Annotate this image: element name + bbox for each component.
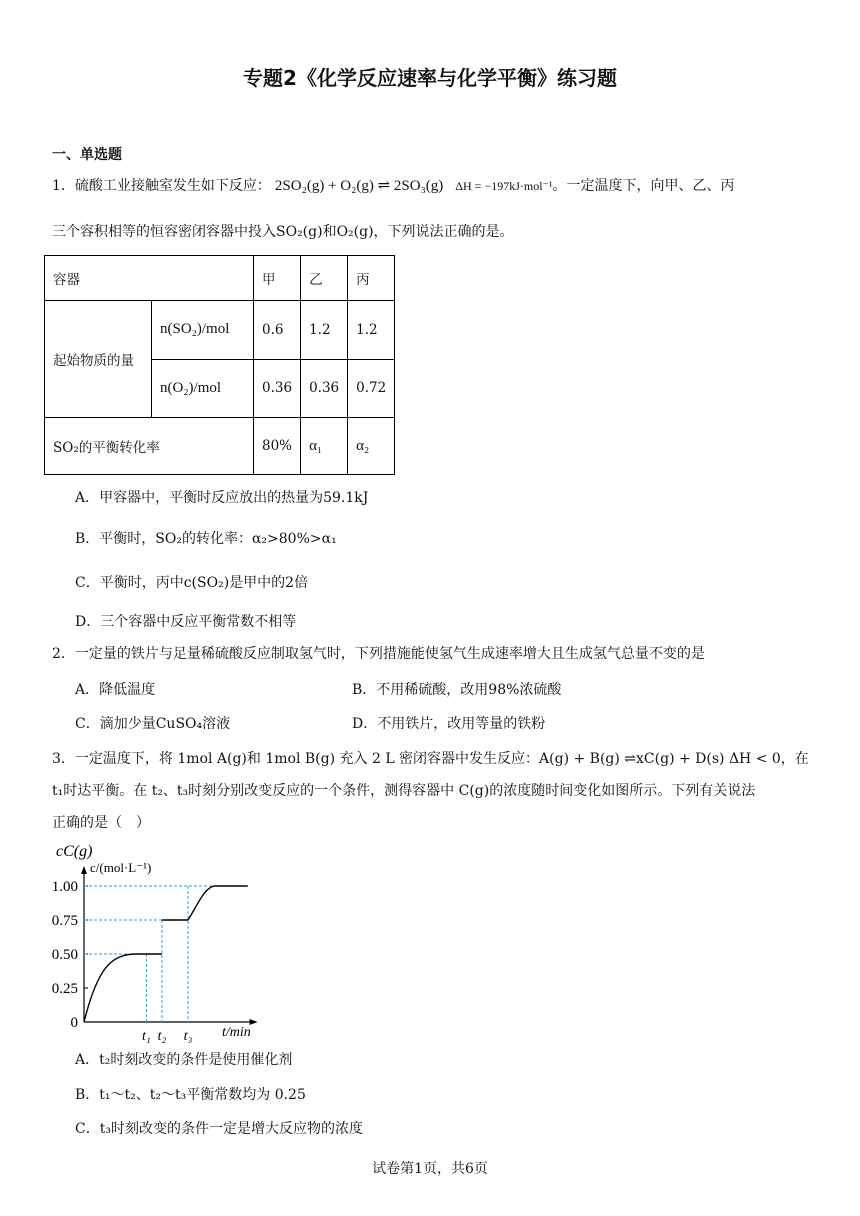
q2-option-d: D．不用铁片，改用等量的铁粉 <box>352 716 546 732</box>
q1-option-b: B．平衡时，SO₂的转化率：α₂>80%>α₁ <box>75 531 337 547</box>
q1-prefix: 1．硫酸工业接触室发生如下反应： <box>52 178 271 194</box>
q2-option-a: A．降低温度 <box>75 682 156 698</box>
q1-table <box>44 255 395 475</box>
n-so2-label: n(SO₂)/mol <box>152 301 254 360</box>
q1-equation: 2SO₂(g) + O₂(g) ⇌ 2SO₃(g) <box>274 178 444 194</box>
page-title: 专题2《化学反应速率与化学平衡》练习题 <box>243 66 617 90</box>
x-axis-label: t/min <box>222 1025 251 1040</box>
th-yi: 乙 <box>301 256 348 301</box>
q3-line3: 正确的是（ ） <box>52 815 150 831</box>
q3-line1: 3．一定温度下，将 1mol A(g)和 1mol B(g) 充入 2 L 密闭容器中发生反应：A(g) + B(g) ⇌xC(g) + D(s) ΔH < 0，在 <box>52 751 809 767</box>
th-bing: 丙 <box>348 256 395 301</box>
concentration-time-chart <box>40 838 270 1043</box>
cell: 0.72 <box>348 359 395 418</box>
cell: 0.6 <box>254 301 301 360</box>
y-tick-label: 0.50 <box>51 947 78 963</box>
x-tick-label: t₂ <box>157 1029 167 1043</box>
y-tick-label: 0.25 <box>51 981 78 997</box>
y-axis-label: c/(mol·L⁻¹) <box>90 860 152 875</box>
q1-line1 <box>52 176 734 196</box>
q1-option-d: D．三个容器中反应平衡常数不相等 <box>75 614 297 630</box>
cell: α₂ <box>348 418 395 475</box>
section-heading: 一、单选题 <box>52 147 122 163</box>
cell: 1.2 <box>301 301 348 360</box>
q1-suffix: 。一定温度下，向甲、乙、丙 <box>552 178 735 194</box>
q2-text: 2．一定量的铁片与足量稀硫酸反应制取氢气时，下列措施能使氢气生成速率增大且生成氢气总量不变的是 <box>52 646 705 662</box>
q3-option-a: A．t₂时刻改变的条件是使用催化剂 <box>75 1052 293 1068</box>
concentration-series-line <box>84 886 248 1022</box>
start-amount-label: 起始物质的量 <box>45 301 152 418</box>
x-tick-label: t₃ <box>183 1029 193 1043</box>
cell: 0.36 <box>254 359 301 418</box>
th-jia: 甲 <box>254 256 301 301</box>
page-footer: 试卷第1页，共6页 <box>372 1161 488 1177</box>
conversion-label: SO₂的平衡转化率 <box>45 418 254 475</box>
x-axis-arrow <box>250 1019 258 1025</box>
cell: 1.2 <box>348 301 395 360</box>
q2-option-c: C．滴加少量CuSO₄溶液 <box>75 716 231 732</box>
y-axis-arrow <box>81 866 87 874</box>
q3-line2: t₁时达平衡。在 t₂、t₃时刻分别改变反应的一个条件，测得容器中 C(g)的浓度随时间变化如图所示。下列有关说法 <box>52 783 756 799</box>
chart-title: cC(g) <box>56 843 93 860</box>
x-tick-label: t₁ <box>142 1029 151 1043</box>
q1-line2: 三个容积相等的恒容密闭容器中投入SO₂(g)和O₂(g)，下列说法正确的是。 <box>52 224 514 240</box>
cell: α₁ <box>301 418 348 475</box>
y-tick-label: 0.75 <box>51 913 78 929</box>
q2-option-b: B．不用稀硫酸，改用98%浓硫酸 <box>352 682 562 698</box>
th-container: 容器 <box>45 256 254 301</box>
q3-option-b: B．t₁～t₂、t₂～t₃平衡常数均为 0.25 <box>75 1087 306 1103</box>
q1-option-c: C．平衡时，丙中c(SO₂)是甲中的2倍 <box>75 575 309 591</box>
q1-option-a: A．甲容器中，平衡时反应放出的热量为59.1kJ <box>75 490 369 506</box>
y-tick-label: 1.00 <box>51 879 78 895</box>
q3-option-c: C．t₃时刻改变的条件一定是增大反应物的浓度 <box>75 1121 363 1137</box>
cell: 80% <box>254 418 301 475</box>
cell: 0.36 <box>301 359 348 418</box>
q1-delta-h: ΔH = −197kJ·mol⁻¹ <box>455 179 553 193</box>
y-tick-label: 0 <box>70 1015 78 1031</box>
n-o2-label: n(O₂)/mol <box>152 359 254 418</box>
